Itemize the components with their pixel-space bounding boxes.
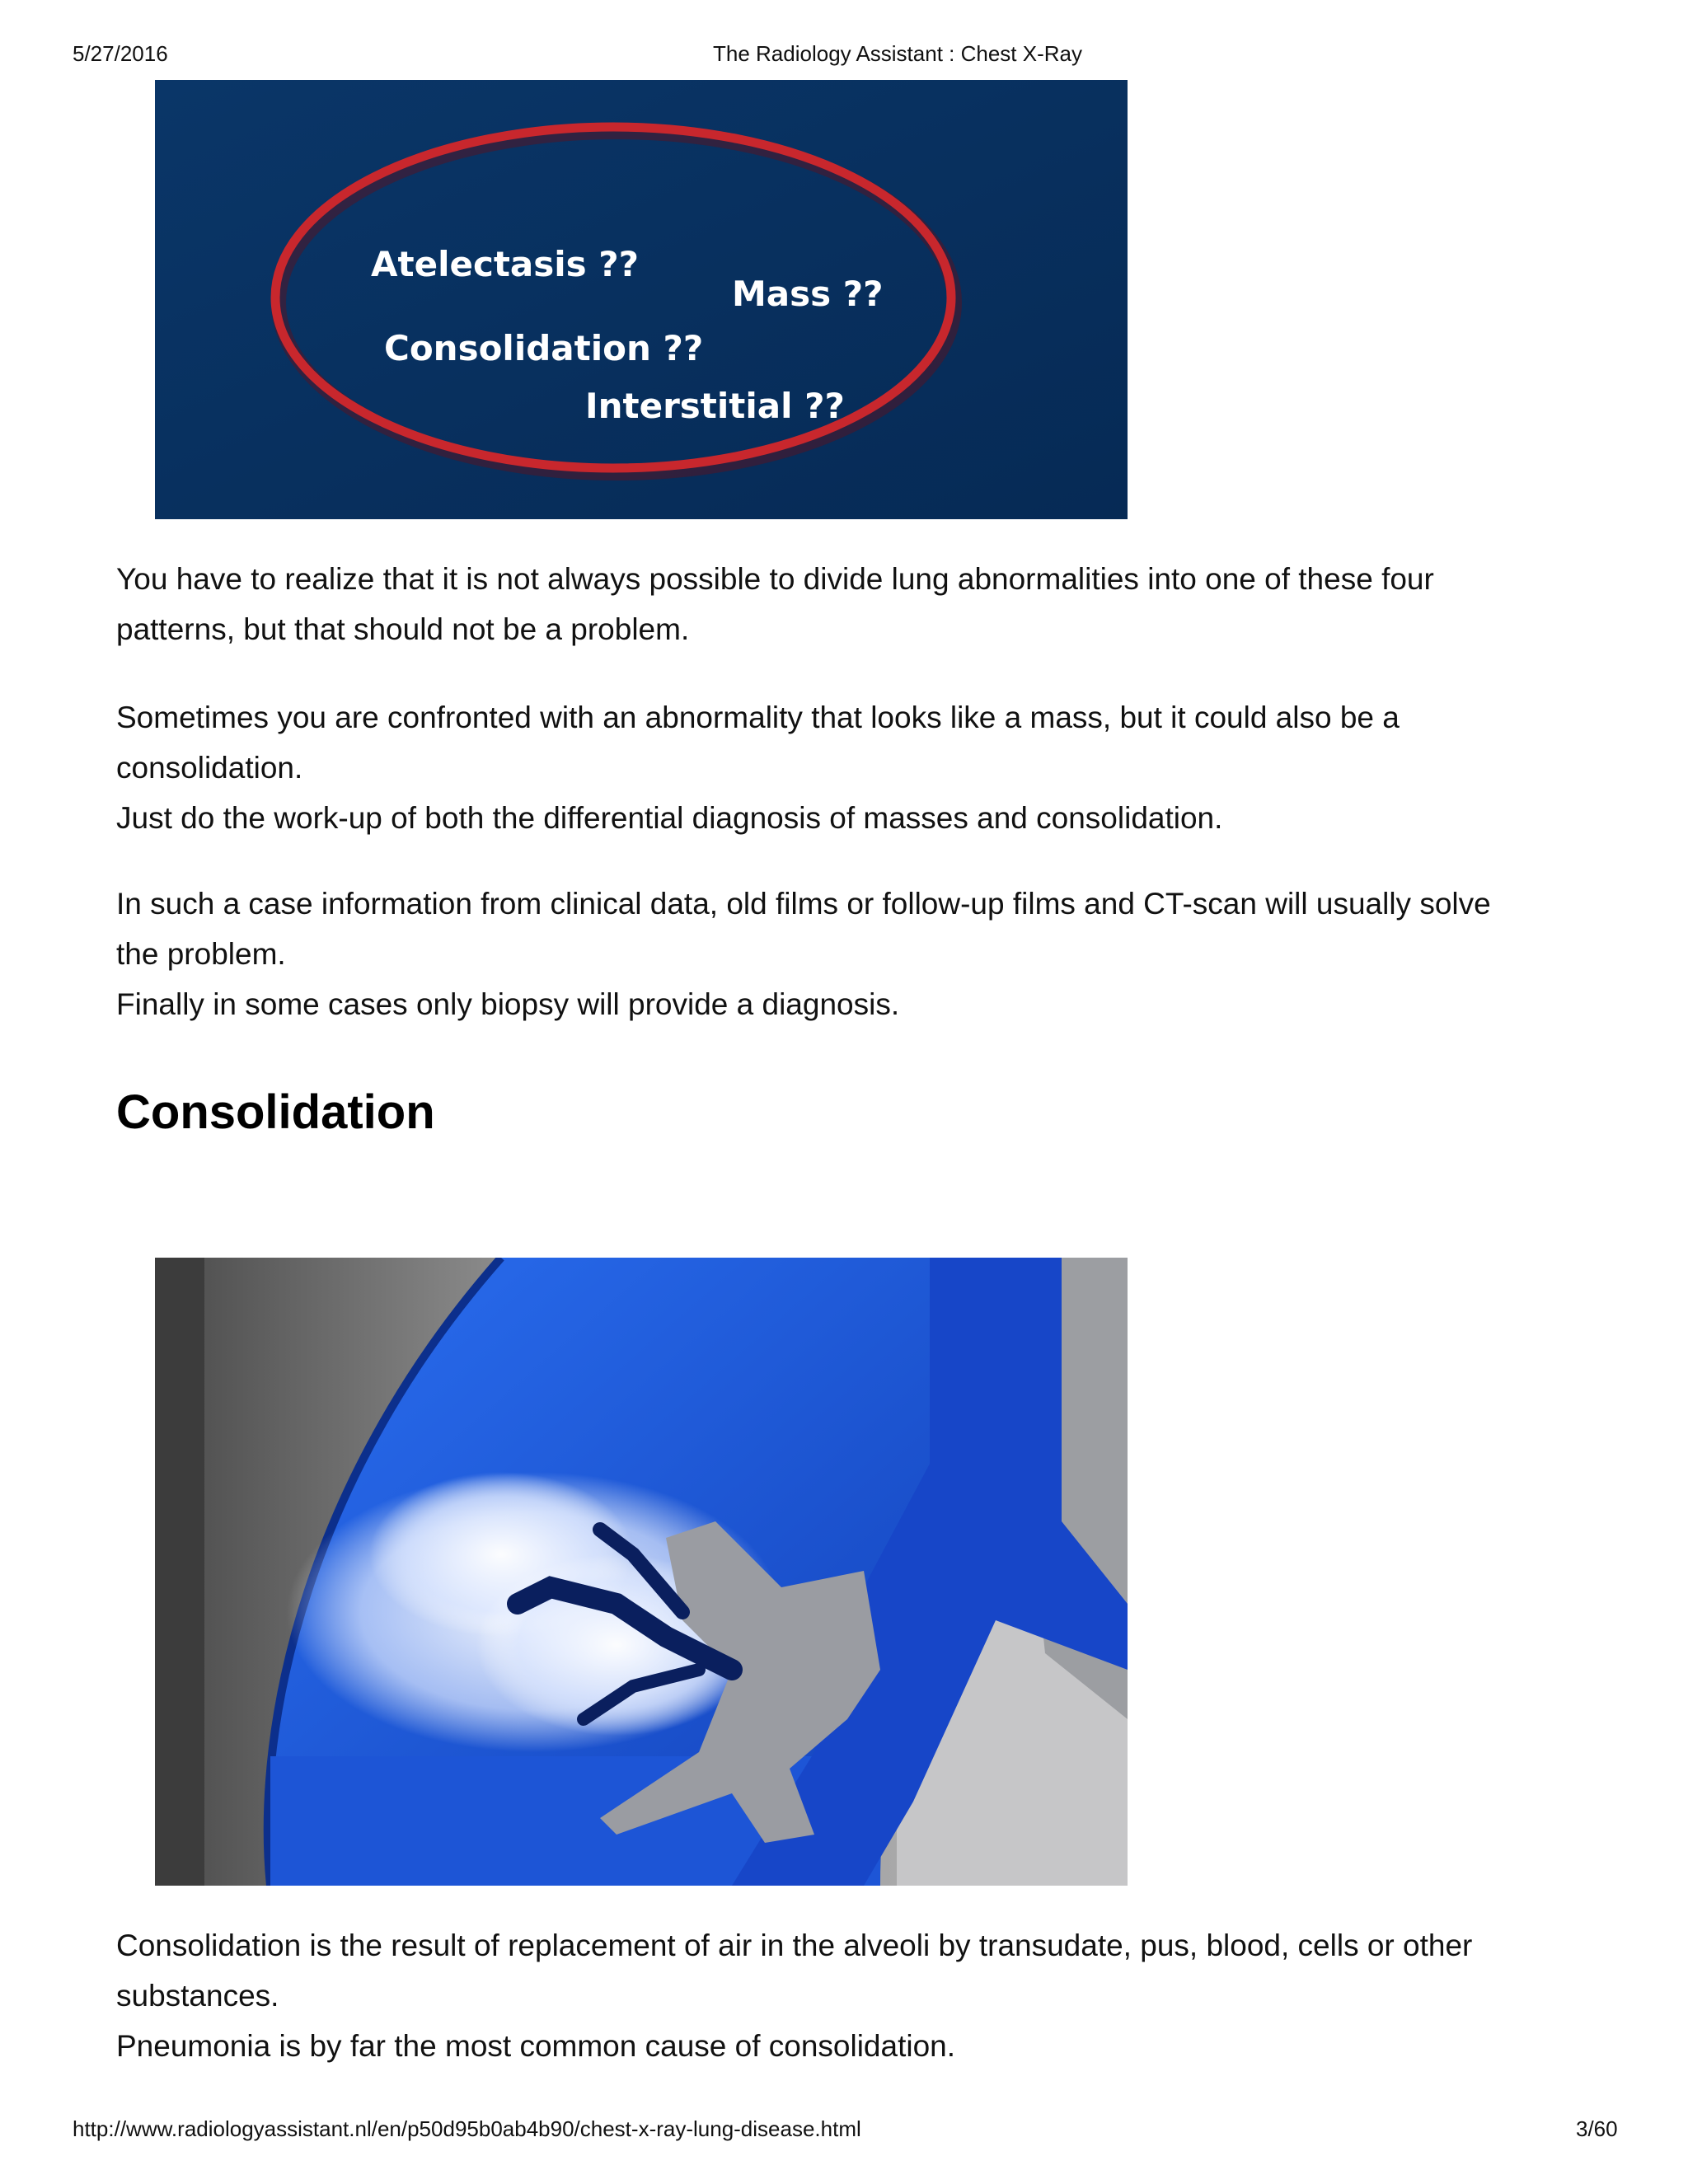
page-number: 3/60 [1576,2116,1618,2141]
print-url: http://www.radiologyassistant.nl/en/p50d95b0ab4b90/chest-x-ray-lung-disease.html [73,2116,861,2141]
label-atelectasis: Atelectasis ?? [371,244,640,284]
text-line: Consolidation is the result of replacement of air in the alveoli by transudate, pus, blood, cells or other [116,1929,1473,1962]
label-mass: Mass ?? [732,274,884,314]
text-line: Sometimes you are confronted with an abnormality that looks like a mass, but it could also be a [116,701,1400,734]
paragraph-mass-or-consolidation [116,692,1550,843]
text-line: Pneumonia is by far the most common cause of consolidation. [116,2029,956,2063]
section-heading: Consolidation [116,1085,435,1139]
text-line: the problem. [116,937,286,971]
patterns-figure [155,80,1128,519]
label-interstitial: Interstitial ?? [585,386,845,426]
text-line: substances. [116,1979,279,2013]
text-line: consolidation. [116,751,303,785]
text-line: Finally in some cases only biopsy will provide a diagnosis. [116,987,900,1021]
print-page-title: The Radiology Assistant : Chest X-Ray [713,41,1082,66]
paragraph-patterns [116,554,1550,654]
paragraph-information [116,879,1550,1029]
text-line: patterns, but that should not be a problem. [116,612,690,646]
print-date: 5/27/2016 [73,41,168,66]
label-consolidation: Consolidation ?? [384,328,704,368]
text-line: Just do the work-up of both the differential diagnosis of masses and consolidation. [116,801,1223,835]
consolidation-illustration [155,1258,1128,1886]
text-line: You have to realize that it is not always possible to divide lung abnormalities into one of these four [116,562,1434,596]
paragraph-consolidation-definition [116,1920,1550,2071]
text-line: In such a case information from clinical data, old films or follow-up films and CT-scan will usually solve [116,887,1491,921]
